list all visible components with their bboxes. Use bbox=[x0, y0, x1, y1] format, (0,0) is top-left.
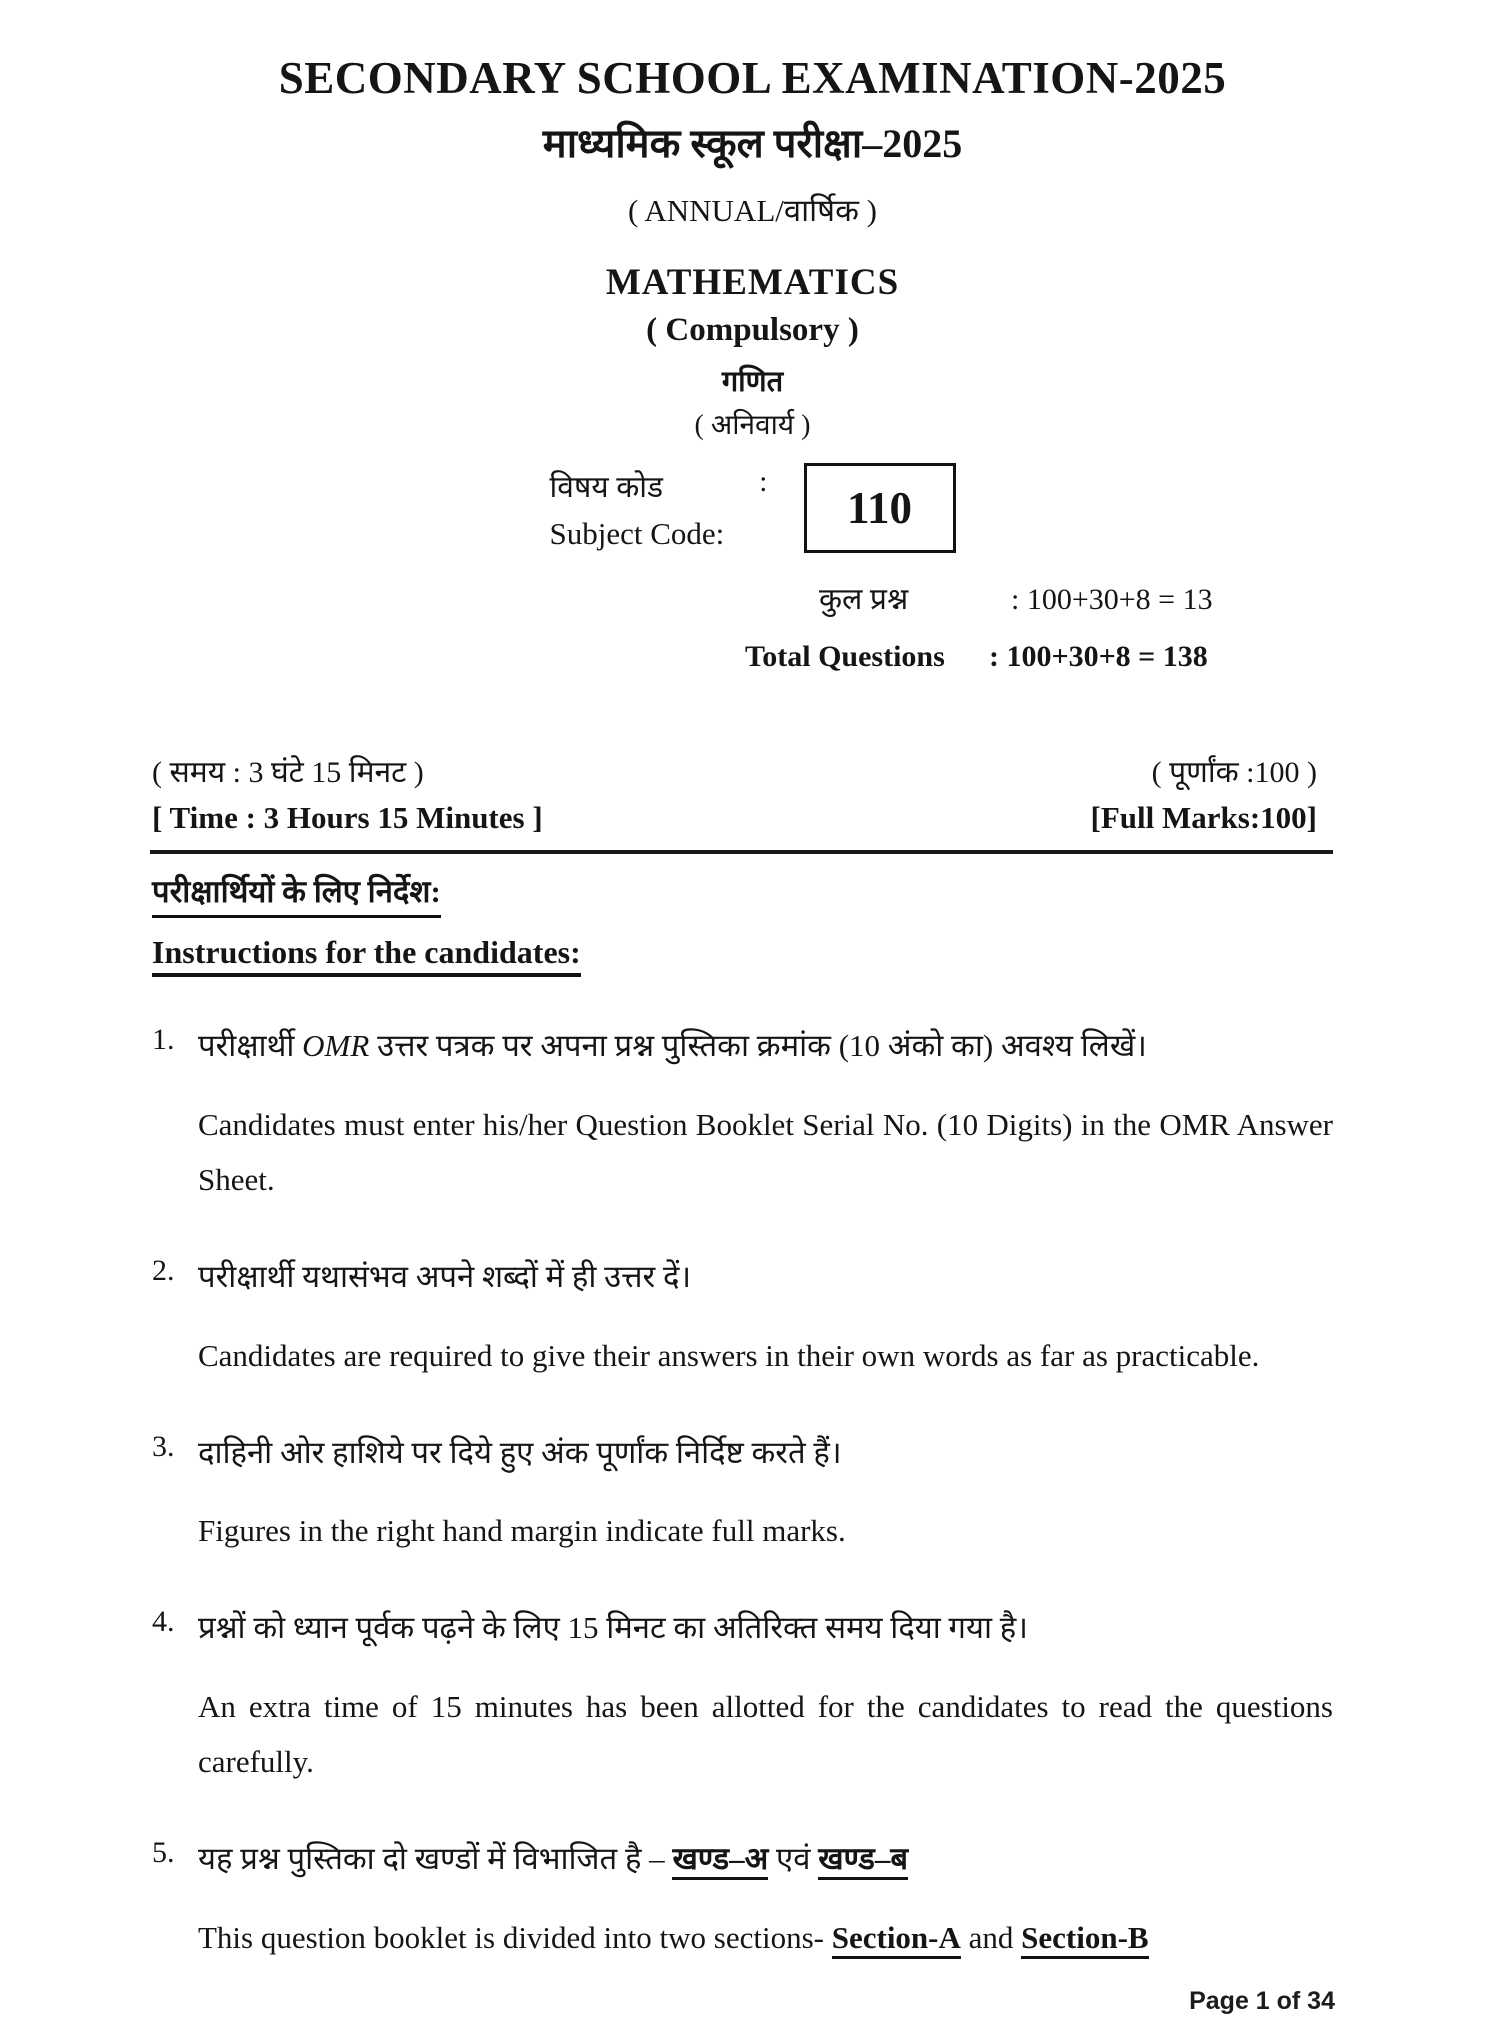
instructions-heading-en: Instructions for the candidates: bbox=[152, 934, 581, 977]
instruction-item-3 bbox=[152, 1428, 1333, 1559]
time-allowed-block bbox=[152, 750, 543, 836]
instruction-item-2 bbox=[152, 1252, 1333, 1383]
page-indicator: Page 1 of 34 bbox=[1189, 1987, 1335, 2015]
instruction-en-prefix: This question booklet is divided into two sections- bbox=[198, 1919, 832, 1955]
instruction-number: 3. bbox=[152, 1429, 175, 1463]
section-b-label-en: Section-B bbox=[1021, 1920, 1148, 1959]
exam-session-label: ( ANNUAL/वार्षिक ) bbox=[628, 193, 877, 228]
instruction-text-en: Figures in the right hand margin indicate full marks. bbox=[198, 1513, 846, 1549]
instruction-item-4 bbox=[152, 1603, 1333, 1790]
instruction-text-hi bbox=[198, 1834, 1333, 1884]
instruction-body bbox=[198, 1834, 1333, 1965]
time-marks-row bbox=[0, 750, 1505, 836]
instruction-number: 2. bbox=[152, 1254, 175, 1288]
subject-code-colon: : bbox=[759, 464, 768, 498]
exam-title-en: SECONDARY SCHOOL EXAMINATION-2025 bbox=[278, 53, 1227, 103]
instruction-text-hi: प्रश्नों को ध्यान पूर्वक पढ़ने के लिए 15 मिनट का अतिरिक्त समय दिया गया है। bbox=[198, 1609, 1028, 1645]
total-questions-value-hi: : 100+30+8 = 13 bbox=[1011, 583, 1213, 616]
time-allowed-hi: ( समय : 3 घंटे 15 मिनट ) bbox=[152, 756, 424, 789]
instruction-body bbox=[198, 1603, 1333, 1790]
full-marks-block bbox=[1091, 750, 1317, 836]
instruction-text-en: Candidates must enter his/her Question Booklet Serial No. (10 Digits) in the OMR Answer Sheet. bbox=[198, 1106, 1333, 1198]
section-a-label-en: Section-A bbox=[832, 1920, 961, 1959]
total-questions-label-hi: कुल प्रश्न bbox=[819, 583, 909, 616]
total-questions-row-en bbox=[745, 640, 1505, 674]
instruction-item-5 bbox=[152, 1834, 1333, 1965]
subject-code-line-hi bbox=[550, 465, 768, 506]
instruction-hi-rest: उत्तर पत्रक पर अपना प्रश्न पुस्तिका क्रमांक (10 अंको का) अवश्य लिखें। bbox=[369, 1028, 1147, 1063]
time-allowed-en: [ Time : 3 Hours 15 Minutes ] bbox=[152, 800, 543, 835]
instruction-number: 5. bbox=[152, 1836, 175, 1870]
instruction-text-hi bbox=[198, 1021, 1333, 1071]
full-marks-hi: ( पूर्णांक :100 ) bbox=[1151, 756, 1317, 789]
subject-code-label-en: Subject Code: bbox=[549, 515, 725, 551]
subject-code-box: 110 bbox=[804, 463, 956, 553]
instruction-hi-prefix: यह प्रश्न पुस्तिका दो खण्डों में विभाजित है – bbox=[198, 1841, 673, 1877]
exam-title-hi: माध्यमिक स्कूल परीक्षा–2025 bbox=[542, 121, 963, 166]
subject-code-block bbox=[0, 463, 1505, 553]
conjunction-en: and bbox=[960, 1919, 1022, 1955]
instruction-body bbox=[198, 1021, 1333, 1208]
subject-type-hi: ( अनिवार्य ) bbox=[694, 410, 811, 441]
subject-code-label-hi: विषय कोड bbox=[549, 470, 664, 504]
subject-code-labels bbox=[550, 465, 768, 552]
total-questions-label-en: Total Questions bbox=[745, 640, 945, 673]
total-questions-block bbox=[745, 577, 1505, 674]
total-questions-row-hi bbox=[745, 577, 1505, 618]
exam-header bbox=[0, 0, 1505, 674]
instructions-heading-hi: परीक्षार्थियों के लिए निर्देश: bbox=[152, 870, 441, 918]
omr-term: OMR bbox=[302, 1028, 370, 1063]
instruction-body bbox=[198, 1252, 1333, 1383]
instruction-text-en: Candidates are required to give their answers in their own words as far as practicable. bbox=[198, 1337, 1260, 1373]
subject-type-en: ( Compulsory ) bbox=[646, 312, 859, 348]
instruction-text-hi: परीक्षार्थी यथासंभव अपने शब्दों में ही उत्तर दें। bbox=[198, 1259, 692, 1295]
instruction-number: 4. bbox=[152, 1604, 175, 1638]
instruction-body bbox=[198, 1428, 1333, 1559]
section-b-label-hi: खण्ड–ब bbox=[818, 1841, 908, 1880]
section-a-label-hi: खण्ड–अ bbox=[672, 1841, 768, 1880]
instruction-item-1 bbox=[152, 1021, 1333, 1208]
instructions-section bbox=[0, 854, 1505, 1966]
subject-name-hi: गणित bbox=[721, 366, 784, 398]
total-questions-value-en: : 100+30+8 = 138 bbox=[989, 640, 1208, 673]
instruction-number: 1. bbox=[152, 1023, 175, 1056]
instruction-text-en bbox=[198, 1910, 1333, 1966]
subject-name-en: MATHEMATICS bbox=[605, 262, 900, 303]
full-marks-en: [Full Marks:100] bbox=[1090, 800, 1317, 835]
conjunction-hi: एवं bbox=[768, 1841, 819, 1877]
instruction-hi-prefix: परीक्षार्थी bbox=[198, 1028, 303, 1063]
instruction-text-hi: दाहिनी ओर हाशिये पर दिये हुए अंक पूर्णांक निर्दिष्ट करते हैं। bbox=[198, 1434, 842, 1470]
instruction-text-en: An extra time of 15 minutes has been allotted for the candidates to read the questions carefully. bbox=[198, 1688, 1333, 1780]
